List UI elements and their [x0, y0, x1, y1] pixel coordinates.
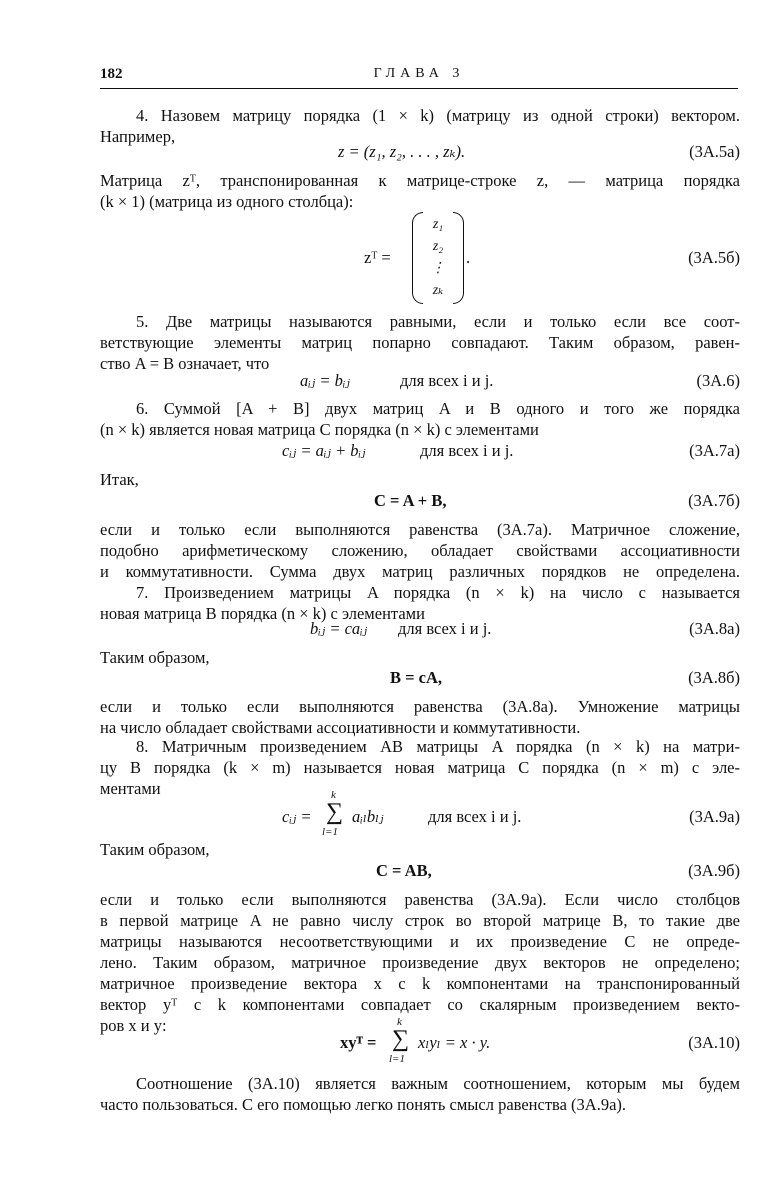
para5-line2: ветствующие элементы матриц попарно совпадают. Таким образом, равен- — [100, 333, 740, 352]
para6b-line3: и коммутативности. Сумма двух матриц различных порядков не определена. — [100, 562, 740, 581]
para8b-line6: вектор yᵀ с k компонентами совпадает со скалярным произведением векто- — [100, 995, 740, 1014]
equation-3a10-term: xₗyₗ = x · y. — [418, 1033, 491, 1052]
equation-number-3a10: (3А.10) — [688, 1033, 740, 1052]
para8b-line7: ров x и y: — [100, 1016, 167, 1035]
equation-3a6: aᵢⱼ = bᵢⱼ — [300, 371, 350, 390]
final-line2: часто пользоваться. С его помощью легко понять смысл равенства (3А.9а). — [100, 1095, 627, 1114]
equation-3a8a-condition: для всех i и j. — [398, 619, 492, 638]
equation-3a10-sum-symbol: ∑ — [392, 1026, 410, 1052]
equation-number-3a9a: (3А.9а) — [689, 807, 740, 826]
chapter-title: ГЛАВА 3 — [373, 66, 465, 81]
equation-3a9a-term: aᵢₗbₗⱼ — [352, 807, 384, 826]
vector-element-k: zₖ — [432, 283, 444, 298]
equation-3a7b: C = A + B, — [374, 491, 447, 510]
equation-3a5b-tail: . — [466, 248, 471, 267]
equation-3a9a-sum-symbol: ∑ — [326, 799, 344, 825]
para7-line2: новая матрица B порядка (n × k) с элементами — [100, 604, 425, 623]
equation-3a8b: B = cA, — [390, 668, 443, 687]
equation-3a9a-condition: для всех i и j. — [428, 807, 522, 826]
para7b-line1: если и только если выполняются равенства (3А.8а). Умножение матрицы — [100, 697, 740, 716]
tak-text-2: Таким образом, — [100, 840, 210, 859]
tak-text-1: Таким образом, — [100, 648, 210, 667]
vector-ellipsis: ⋮ — [431, 261, 445, 276]
para8-line2: цу B порядка (k × m) называется новая матрица C порядка (n × m) с эле- — [100, 758, 740, 777]
equation-number-3a9b: (3А.9б) — [688, 861, 740, 880]
para4-line2: Например, — [100, 127, 176, 146]
equation-3a6-condition: для всех i и j. — [400, 371, 494, 390]
equation-3a7a-condition: для всех i и j. — [420, 441, 514, 460]
para7b-line2: на число обладает свойствами ассоциативности и коммутативности. — [100, 718, 581, 737]
equation-number-3a8b: (3А.8б) — [688, 668, 740, 687]
equation-3a7a: cᵢⱼ = aᵢⱼ + bᵢⱼ — [282, 441, 366, 460]
para5-line3: ство A = B означает, что — [100, 354, 270, 373]
equation-3a5a: z = (z₁, z₂, . . . , zₖ). — [338, 142, 466, 161]
equation-3a10-lhs: xyᵀ = — [340, 1033, 377, 1052]
para8b-line1: если и только если выполняются равенства (3А.9а). Если число столбцов — [100, 890, 740, 909]
para5-line1: 5. Две матрицы называются равными, если и только если все соот- — [136, 312, 740, 331]
para6b-line2: подобно арифметическому сложению, обладает свойствами ассоциативности — [100, 541, 740, 560]
para4b-line2: (k × 1) (матрица из одного столбца): — [100, 192, 354, 211]
para6-line2: (n × k) является новая матрица C порядка (n × k) с элементами — [100, 420, 539, 439]
para8-line1: 8. Матричным произведением AB матрицы A порядка (n × k) на матри- — [136, 737, 740, 756]
itak-text: Итак, — [100, 470, 139, 489]
equation-3a10-lower-limit: l=1 — [389, 1053, 405, 1065]
equation-3a9a-lower-limit: l=1 — [322, 826, 338, 838]
equation-number-3a8a: (3А.8а) — [689, 619, 740, 638]
equation-3a8a: bᵢⱼ = caᵢⱼ — [310, 619, 368, 638]
equation-number-3a7b: (3А.7б) — [688, 491, 740, 510]
equation-3a5b-lhs: zᵀ = — [364, 248, 391, 267]
equation-number-3a7a: (3А.7а) — [689, 441, 740, 460]
final-line1: Соотношение (3А.10) является важным соотношением, которым мы будем — [136, 1074, 740, 1093]
equation-3a9b: C = AB, — [376, 861, 432, 880]
vector-element-1: z₁ — [432, 217, 444, 232]
equation-3a10-upper-limit: k — [397, 1016, 402, 1028]
equation-number-3a5a: (3А.5а) — [689, 142, 740, 161]
equation-number-3a5b: (3А.5б) — [688, 248, 740, 267]
equation-number-3a6: (3А.6) — [696, 371, 740, 390]
para8-line3: ментами — [100, 779, 161, 798]
right-parenthesis — [453, 212, 464, 304]
left-parenthesis — [412, 212, 423, 304]
para8b-line5: матричное произведение вектора x с k компонентами на транспонированный — [100, 974, 740, 993]
running-header — [100, 66, 738, 89]
equation-3a9a-upper-limit: k — [331, 789, 336, 801]
para6b-line1: если и только если выполняются равенства (3А.7а). Матричное сложение, — [100, 520, 740, 539]
page-number: 182 — [100, 66, 123, 82]
para8b-line2: в первой матрице A не равно числу строк во второй матрице B, то такие две — [100, 911, 740, 930]
para6-line1: 6. Суммой [A + B] двух матриц A и B одного и того же порядка — [136, 399, 740, 418]
equation-3a9a-lhs: cᵢⱼ = — [282, 807, 312, 826]
column-vector — [412, 212, 464, 304]
para4-line1: 4. Назовем матрицу порядка (1 × k) (матрицу из одной строки) вектором. — [136, 106, 740, 125]
para4b-line1: Матрица zᵀ, транспонированная к матрице-строке z, — матрица порядка — [100, 171, 740, 190]
para8b-line4: лено. Таким образом, матричное произведение двух векторов не определено; — [100, 953, 740, 972]
vector-element-2: z₂ — [432, 239, 444, 254]
para8b-line3: матрицы называются несоответствующими и их произведение C не опреде- — [100, 932, 740, 951]
para7-line1: 7. Произведением матрицы A порядка (n × k) на число c называется — [136, 583, 740, 602]
